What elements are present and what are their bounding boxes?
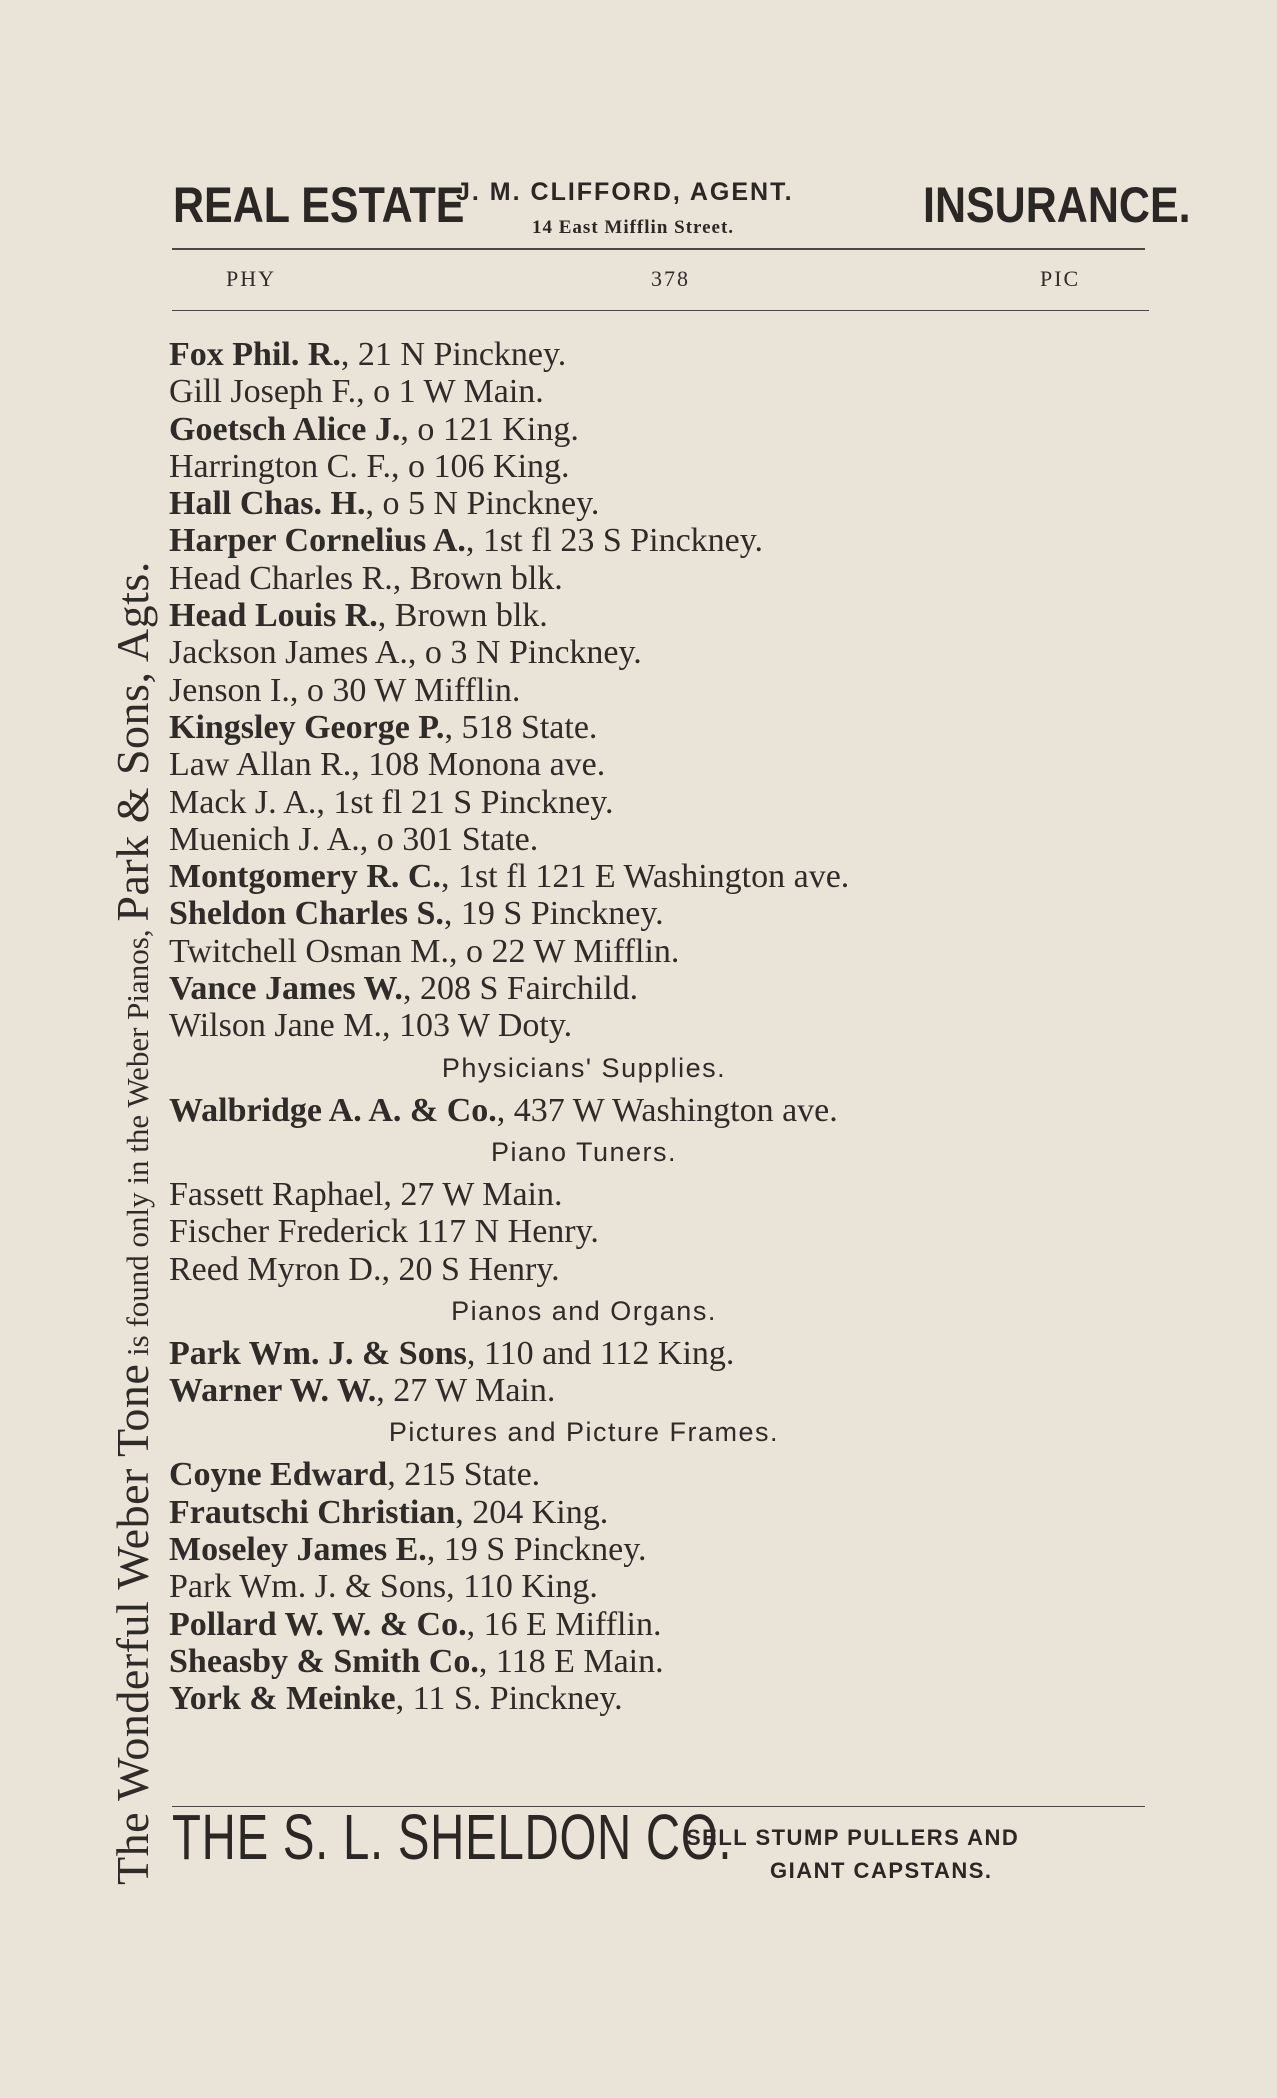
entry-name: Montgomery R. C. bbox=[169, 858, 441, 896]
entry-name: Park Wm. J. & Sons bbox=[169, 1568, 447, 1606]
entry-address: , o 5 N Pinckney. bbox=[365, 485, 600, 523]
entry-name: Fox Phil. R. bbox=[169, 336, 341, 373]
header-rule bbox=[172, 248, 1145, 250]
entry-address: , 518 State. bbox=[444, 708, 598, 746]
listing-entry bbox=[169, 1372, 999, 1409]
entry-address: , 1st fl 121 E Washington ave. bbox=[440, 858, 850, 896]
listing-entry bbox=[169, 1007, 999, 1044]
entry-name: Frautschi Christian bbox=[169, 1493, 456, 1531]
entry-address: , Brown blk. bbox=[377, 597, 548, 635]
listing-entry bbox=[169, 1456, 999, 1493]
entry-name: Hall Chas. H. bbox=[169, 485, 366, 523]
entry-address: , 19 S Pinckney. bbox=[443, 895, 664, 933]
listing-entry bbox=[169, 1643, 999, 1680]
entry-name: Sheasby & Smith Co. bbox=[169, 1642, 479, 1680]
entry-address: , 110 King. bbox=[446, 1568, 598, 1606]
listing-entry bbox=[169, 672, 999, 709]
footer-tagline-1: SELL STUMP PULLERS AND bbox=[686, 1825, 1020, 1850]
entry-name: York & Meinke bbox=[169, 1680, 396, 1718]
entry-name: Walbridge A. A. & Co. bbox=[169, 1091, 497, 1129]
entry-address: , o 22 W Mifflin. bbox=[448, 932, 680, 970]
entry-name: Kingsley George P. bbox=[169, 708, 445, 746]
entry-address: , 19 S Pinckney. bbox=[426, 1531, 647, 1569]
entry-address: , 11 S. Pinckney. bbox=[395, 1680, 623, 1718]
listing-entry bbox=[169, 560, 999, 597]
entry-name: Fischer Frederick bbox=[169, 1213, 408, 1251]
section-heading: Physicians' Supplies. bbox=[441, 1052, 727, 1083]
entry-address: , 103 W Doty. bbox=[382, 1007, 573, 1045]
entry-name: Muenich J. A. bbox=[169, 820, 360, 858]
side-ad-part-2: is found only in the Weber Pianos, bbox=[120, 921, 155, 1364]
header-real-estate: REAL ESTATE bbox=[173, 177, 465, 233]
listing-entry bbox=[169, 746, 999, 783]
entry-name: Warner W. W. bbox=[169, 1372, 377, 1410]
entry-address: , 215 State. bbox=[387, 1456, 541, 1494]
entry-name: Harrington C. F. bbox=[169, 447, 392, 485]
listing-entry bbox=[169, 1606, 999, 1643]
listing-entry bbox=[169, 634, 999, 671]
section-heading: Pianos and Organs. bbox=[451, 1295, 717, 1326]
listing-entry bbox=[169, 597, 999, 634]
header-insurance: INSURANCE. bbox=[923, 177, 1191, 233]
listing-entry bbox=[169, 411, 999, 448]
entry-name: Coyne Edward bbox=[169, 1456, 388, 1494]
header-agent: J. M. CLIFFORD, AGENT. bbox=[456, 178, 794, 206]
entry-address: , 110 and 112 King. bbox=[466, 1334, 735, 1372]
entry-address: , 118 E Main. bbox=[478, 1642, 664, 1680]
listing-entry bbox=[169, 1568, 999, 1605]
section-heading: Piano Tuners. bbox=[490, 1136, 678, 1167]
side-ad-part-3: Park & Sons, Agts. bbox=[107, 561, 158, 922]
entry-name: Wilson Jane M. bbox=[169, 1007, 382, 1045]
listing-entry bbox=[169, 709, 999, 746]
section-heading: Pictures and Picture Frames. bbox=[388, 1417, 780, 1448]
listing-entry bbox=[169, 1251, 999, 1288]
entry-address: , o 30 W Mifflin. bbox=[289, 671, 521, 709]
entry-address: , o 121 King. bbox=[400, 410, 579, 448]
listing-entry bbox=[169, 821, 999, 858]
entry-address: , o 1 W Main. bbox=[356, 373, 544, 411]
entry-name: Pollard W. W. & Co. bbox=[169, 1605, 467, 1643]
entry-address: , o 3 N Pinckney. bbox=[407, 634, 642, 672]
listing-entry bbox=[169, 1213, 999, 1250]
listing-entry bbox=[169, 1176, 999, 1213]
listing-entry bbox=[169, 784, 999, 821]
entry-name: Moseley James E. bbox=[169, 1531, 427, 1569]
entry-name: Harper Cornelius A. bbox=[169, 522, 466, 560]
entry-name: Sheldon Charles S. bbox=[169, 895, 444, 933]
side-ad-part-1: The Wonderful Weber Tone bbox=[107, 1363, 158, 1885]
entry-name: Jackson James A. bbox=[169, 634, 408, 672]
entry-address: , 208 S Fairchild. bbox=[402, 970, 639, 1008]
listing-entry bbox=[169, 336, 999, 373]
entry-name: Vance James W. bbox=[169, 970, 403, 1008]
side-advertisement bbox=[100, 185, 166, 1885]
entry-name: Goetsch Alice J. bbox=[169, 410, 401, 448]
entry-address: , 1st fl 23 S Pinckney. bbox=[465, 522, 764, 560]
entry-address: , 437 W Washington ave. bbox=[496, 1091, 838, 1129]
entry-address: , o 301 State. bbox=[359, 820, 539, 858]
entry-address: , 21 N Pinckney. bbox=[340, 336, 567, 373]
page-number: 378 bbox=[651, 266, 690, 291]
footer-company-name: THE S. L. SHELDON CO. bbox=[172, 1801, 733, 1873]
listing-entry bbox=[169, 970, 999, 1007]
entry-name: Twitchell Osman M. bbox=[169, 932, 449, 970]
directory-listing bbox=[169, 336, 999, 1718]
entry-address: , 204 King. bbox=[455, 1493, 609, 1531]
entry-name: Head Louis R. bbox=[169, 597, 378, 635]
listing-entry bbox=[169, 448, 999, 485]
entry-address: , 27 W Main. bbox=[383, 1175, 563, 1213]
listing-entry bbox=[169, 895, 999, 932]
entry-name: Park Wm. J. & Sons bbox=[169, 1334, 467, 1372]
listing-entry bbox=[169, 373, 999, 410]
entry-address: , 16 E Mifflin. bbox=[466, 1605, 662, 1643]
header-address: 14 East Mifflin Street. bbox=[532, 217, 735, 238]
entry-name: Gill Joseph F. bbox=[169, 373, 357, 411]
entry-name: Fassett Raphael bbox=[169, 1175, 384, 1213]
entry-address: , Brown blk. bbox=[392, 559, 563, 597]
entry-address: , 108 Monona ave. bbox=[351, 746, 606, 784]
footer-tagline-2: GIANT CAPSTANS. bbox=[770, 1858, 993, 1883]
entry-name: Reed Myron D. bbox=[169, 1250, 382, 1288]
listing-entry bbox=[169, 1531, 999, 1568]
listing-entry bbox=[169, 1092, 999, 1129]
entry-address: , 27 W Main. bbox=[376, 1372, 556, 1410]
running-head-rule bbox=[172, 310, 1149, 311]
entry-name: Head Charles R. bbox=[169, 559, 393, 597]
listing-entry bbox=[169, 485, 999, 522]
entry-address: , 1st fl 21 S Pinckney. bbox=[316, 783, 614, 821]
entry-address: 117 N Henry. bbox=[407, 1213, 599, 1251]
running-head-right: PIC bbox=[1040, 266, 1081, 291]
entry-name: Law Allan R. bbox=[169, 746, 352, 784]
entry-address: , o 106 King. bbox=[391, 447, 570, 485]
running-head-left: PHY bbox=[226, 266, 277, 291]
listing-entry bbox=[169, 858, 999, 895]
entry-name: Jenson I. bbox=[169, 671, 290, 709]
listing-entry bbox=[169, 933, 999, 970]
listing-entry bbox=[169, 522, 999, 559]
listing-entry bbox=[169, 1494, 999, 1531]
listing-entry bbox=[169, 1680, 999, 1717]
entry-name: Mack J. A. bbox=[169, 783, 317, 821]
listing-entry bbox=[169, 1335, 999, 1372]
entry-address: , 20 S Henry. bbox=[381, 1250, 560, 1288]
